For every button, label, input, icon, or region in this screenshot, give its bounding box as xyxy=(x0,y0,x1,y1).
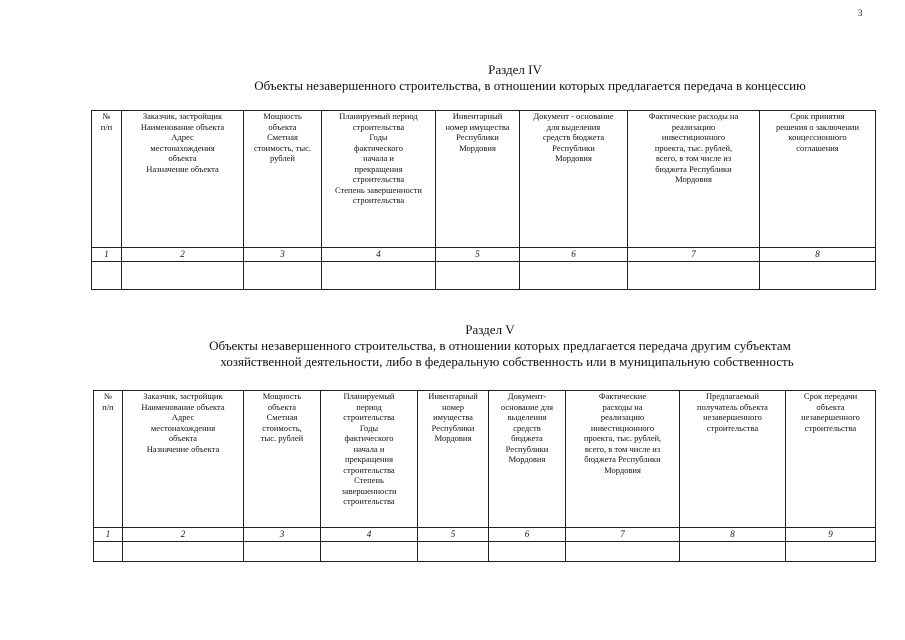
header-line: Заказчик, застройщик xyxy=(142,111,223,121)
section-5-empty-row xyxy=(94,542,876,562)
header-line: прекращения xyxy=(354,163,403,174)
section-5-header-col-7 xyxy=(566,391,680,528)
header-line: Сметная xyxy=(267,132,298,142)
header-line: объекта xyxy=(268,121,297,132)
section-4-header-col-4 xyxy=(322,111,436,248)
section-4-heading xyxy=(150,62,905,94)
header-line: Предлагаемый xyxy=(705,391,760,401)
section-5-header-col-2 xyxy=(123,391,244,528)
section-4-col-number-8: 8 xyxy=(760,248,876,262)
header-line: номер xyxy=(441,401,465,412)
header-line: Мощность xyxy=(262,391,302,401)
header-line: Планируемый xyxy=(343,391,395,401)
header-line: строительства xyxy=(352,174,405,184)
header-line: местонахождения xyxy=(150,142,215,153)
header-line: строительства xyxy=(343,464,395,475)
header-line: строительства xyxy=(343,412,395,422)
header-line: незавершенного xyxy=(703,412,762,422)
section-4-col-number-5: 5 xyxy=(436,248,520,262)
header-line: Заказчик, застройщик xyxy=(143,391,223,401)
header-line: Адрес xyxy=(171,412,195,422)
header-line: строительства xyxy=(804,422,857,433)
header-line: Назначение объекта xyxy=(146,163,219,174)
section-4-col-number-6: 6 xyxy=(520,248,628,262)
header-line: Степень завершенности xyxy=(335,184,422,195)
header-line: Адрес xyxy=(171,132,194,142)
section-5-empty-cell xyxy=(418,542,489,562)
header-line: Фактические xyxy=(598,391,647,401)
header-line: Годы xyxy=(369,132,388,142)
header-line: фактического xyxy=(353,142,404,153)
section-5-col-number-1: 1 xyxy=(94,528,123,542)
header-line: Фактические расходы на xyxy=(648,111,739,121)
header-line: начала и xyxy=(353,443,385,454)
header-line: объекта xyxy=(168,153,197,163)
header-line: бюджета Республики xyxy=(655,163,732,174)
header-line: Мордовия xyxy=(508,454,546,464)
section-4-col-number-3: 3 xyxy=(244,248,322,262)
header-line: средств xyxy=(513,422,541,433)
section-5-header-col-3 xyxy=(244,391,321,528)
header-line: Инвентарный xyxy=(452,111,503,121)
header-line: Документ- xyxy=(507,391,547,401)
section-4-empty-cell xyxy=(322,262,436,290)
section-5-col-number-8: 8 xyxy=(680,528,786,542)
header-line: объекта xyxy=(168,433,198,443)
header-line: выделения xyxy=(507,412,547,422)
header-line: получатель объекта xyxy=(697,401,768,412)
header-line: бюджета xyxy=(511,433,543,443)
section-5-col-number-9: 9 xyxy=(786,528,876,542)
header-line: Наименование объекта xyxy=(140,121,225,132)
section-4-empty-cell xyxy=(122,262,244,290)
header-line: бюджета Республики xyxy=(584,454,661,464)
header-line: инвестиционного xyxy=(590,422,655,433)
header-line: объекта xyxy=(816,401,845,412)
section-5-heading xyxy=(130,322,890,370)
section-5-header-col-1 xyxy=(94,391,123,528)
header-line: Планируемый период xyxy=(339,111,418,121)
section-5-header-col-8 xyxy=(680,391,786,528)
section-5-empty-cell xyxy=(680,542,786,562)
header-line: Наименование объекта xyxy=(141,401,225,412)
section-5-col-number-4: 4 xyxy=(321,528,418,542)
section-4-header-col-2 xyxy=(122,111,244,248)
header-line: основание для xyxy=(500,401,554,412)
section-5-number-row xyxy=(94,528,876,542)
section-4-header-row xyxy=(92,111,876,248)
section-4-col-number-2: 2 xyxy=(122,248,244,262)
section-5-header-col-4 xyxy=(321,391,418,528)
header-line: Мордовия xyxy=(675,174,712,184)
header-line: строительства xyxy=(343,496,395,506)
section-4-number-row xyxy=(92,248,876,262)
header-line: имущества xyxy=(433,412,473,422)
section-4-header-col-7 xyxy=(628,111,760,248)
section-5-header-col-9 xyxy=(786,391,876,528)
section-5-header-row xyxy=(94,391,876,528)
header-line: Республики xyxy=(431,422,475,433)
section-5-header-col-5 xyxy=(418,391,489,528)
header-line: объекта xyxy=(267,401,297,412)
header-line: начала и xyxy=(363,153,394,163)
section-5-subtitle-line-1: Объекты незавершенного строительства, в отношении которых предлагается передача другим субъектам xyxy=(209,338,791,353)
header-line: Республики xyxy=(552,142,595,153)
header-line: всего, в том числе из xyxy=(584,443,661,454)
header-line: Мордовия xyxy=(434,433,472,443)
section-4-empty-row xyxy=(92,262,876,290)
header-line: номер имущества xyxy=(445,121,510,132)
section-4-col-number-4: 4 xyxy=(322,248,436,262)
header-line: расходы на xyxy=(602,401,643,412)
section-5-empty-cell xyxy=(94,542,123,562)
header-line: стоимость, xyxy=(262,422,302,433)
header-line: Республики xyxy=(505,443,549,454)
header-line: Сметная xyxy=(266,412,298,422)
page-number: 3 xyxy=(858,8,863,18)
header-line: Мощность xyxy=(263,111,302,121)
header-line: Степень xyxy=(354,475,384,485)
header-line: реализацию xyxy=(600,412,645,422)
section-5-empty-cell xyxy=(321,542,418,562)
section-4-col-number-1: 1 xyxy=(92,248,122,262)
header-line: рублей xyxy=(270,153,295,163)
section-5-col-number-2: 2 xyxy=(123,528,244,542)
section-5-empty-cell xyxy=(244,542,321,562)
section-5-col-number-6: 6 xyxy=(489,528,566,542)
section-5-empty-cell xyxy=(786,542,876,562)
header-line: строительства xyxy=(352,195,405,205)
header-line: Срок принятия xyxy=(790,111,845,121)
header-line: для выделения xyxy=(546,121,601,132)
section-4-empty-cell xyxy=(760,262,876,290)
header-line: Назначение объекта xyxy=(146,443,220,454)
section-5-title: Раздел V xyxy=(465,322,515,337)
section-4-empty-cell xyxy=(436,262,520,290)
header-line: Документ - основание xyxy=(533,111,614,121)
header-line: решения о заключении xyxy=(775,121,860,132)
header-line: период xyxy=(356,401,382,412)
section-4-empty-cell xyxy=(92,262,122,290)
header-line: всего, в том числе из xyxy=(655,153,732,163)
header-line: строительства xyxy=(352,121,405,132)
header-line: стоимость, тыс. xyxy=(254,142,311,153)
section-4-empty-cell xyxy=(244,262,322,290)
section-4-empty-cell xyxy=(520,262,628,290)
section-5-table xyxy=(93,390,876,562)
section-4-header-col-6 xyxy=(520,111,628,248)
header-line: местонахождения xyxy=(150,422,216,433)
section-5-col-number-3: 3 xyxy=(244,528,321,542)
header-line: соглашения xyxy=(796,142,839,153)
section-4-subtitle: Объекты незавершенного строительства, в отношении которых предлагается передача в концессию xyxy=(254,78,806,93)
header-line: тыс. рублей xyxy=(260,433,304,443)
section-5-empty-cell xyxy=(566,542,680,562)
section-4-header-col-5 xyxy=(436,111,520,248)
header-line: фактического xyxy=(344,433,394,443)
header-line: Срок передачи xyxy=(803,391,858,401)
section-5-col-number-5: 5 xyxy=(418,528,489,542)
section-4-title: Раздел IV xyxy=(488,62,542,77)
section-5-header-col-6 xyxy=(489,391,566,528)
header-line: строительства xyxy=(706,422,759,433)
section-4-header-col-8 xyxy=(760,111,876,248)
section-5-empty-cell xyxy=(123,542,244,562)
header-line: п/п xyxy=(102,401,114,412)
header-line: п/п xyxy=(100,121,113,132)
header-line: Мордовия xyxy=(459,142,496,153)
header-line: реализацию xyxy=(671,121,716,132)
header-line: Мордовия xyxy=(604,464,641,475)
header-line: Мордовия xyxy=(555,153,592,163)
header-line: Годы xyxy=(359,422,379,433)
section-5-subtitle-line-2: хозяйственной деятельности, либо в федеральную собственность или в муниципальную собственность xyxy=(220,354,794,369)
section-4-header-col-1 xyxy=(92,111,122,248)
header-line: проекта, тыс. рублей, xyxy=(654,142,733,153)
header-line: средств бюджета xyxy=(542,132,605,142)
section-4-empty-cell xyxy=(628,262,760,290)
header-line: прекращения xyxy=(344,454,394,464)
section-4-header-col-3 xyxy=(244,111,322,248)
header-line: незавершенного xyxy=(801,412,860,422)
header-line: завершенности xyxy=(341,485,397,496)
header-line: проекта, тыс. рублей, xyxy=(583,433,662,443)
section-5-col-number-7: 7 xyxy=(566,528,680,542)
section-4-table xyxy=(91,110,876,290)
header-line: концессионного xyxy=(788,132,847,142)
header-line: инвестиционного xyxy=(661,132,726,142)
header-line: Республики xyxy=(456,132,499,142)
header-line: Инвентарный xyxy=(428,391,478,401)
header-line: № xyxy=(103,391,113,401)
header-line: № xyxy=(102,111,111,121)
section-5-empty-cell xyxy=(489,542,566,562)
section-4-col-number-7: 7 xyxy=(628,248,760,262)
